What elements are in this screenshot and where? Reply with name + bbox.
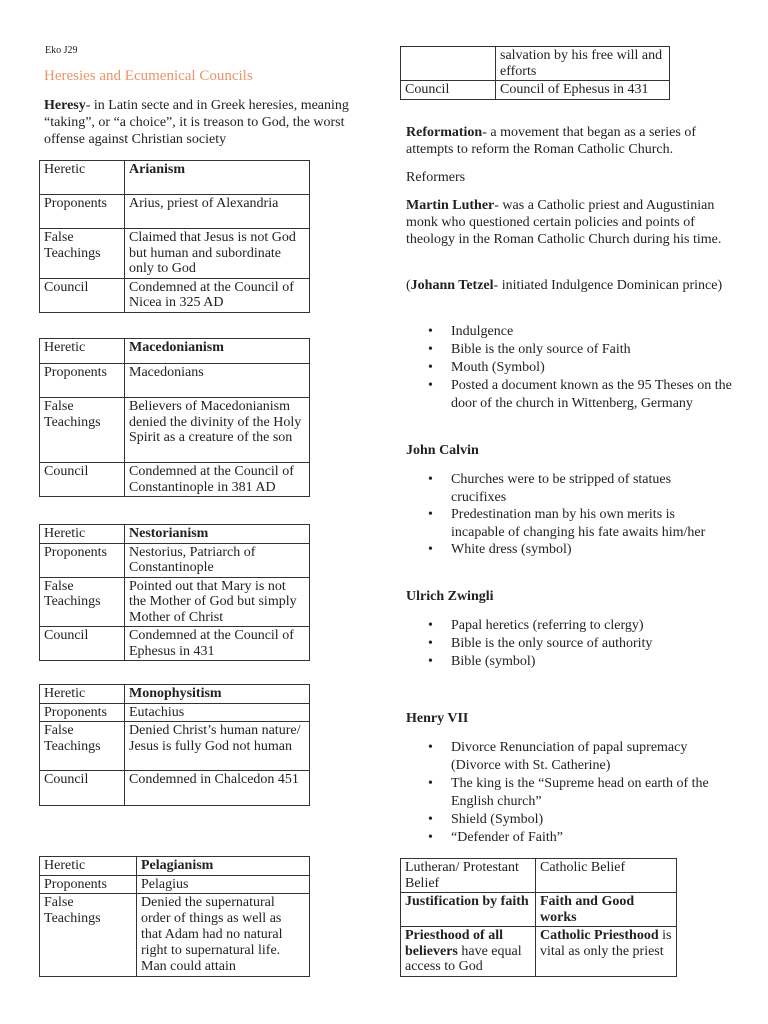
zwingli-heading: Ulrich Zwingli <box>406 589 494 604</box>
proponents-label: Proponents <box>40 364 125 398</box>
proponents-value: Arius, priest of Alexandria <box>125 195 310 229</box>
heresy-table-nestorianism <box>39 524 310 661</box>
list-item: • Indulgence <box>406 323 736 341</box>
teachings-value: Pointed out that Mary is not the Mother of God but simply Mother of Christ <box>125 577 310 627</box>
tetzel-text: - initiated Indulgence Dominican prince) <box>493 278 723 293</box>
proponents-label: Proponents <box>40 543 125 577</box>
luther-definition <box>406 197 728 248</box>
heresy-name: Arianism <box>125 161 310 195</box>
council-label: Council <box>40 463 125 497</box>
list-item: • Papal heretics (referring to clergy) <box>406 617 726 635</box>
header-code: Eko J29 <box>45 45 78 56</box>
tetzel-note <box>406 277 731 294</box>
page-title: Heresies and Ecumenical Councils <box>44 68 253 84</box>
continued-teachings: salvation by his free will and efforts <box>496 47 670 81</box>
heretic-label: Heretic <box>40 161 125 195</box>
luther-bullets <box>406 323 736 413</box>
henry-bullets <box>406 739 731 847</box>
list-item: • Posted a document known as the 95 Theses on the door of the church in Wittenberg, Germany <box>406 377 736 413</box>
proponents-label: Proponents <box>40 195 125 229</box>
proponents-label: Proponents <box>40 703 125 722</box>
continued-empty-cell <box>401 47 496 81</box>
council-label: Council <box>40 771 125 806</box>
teachings-label: False Teachings <box>40 894 137 977</box>
teachings-label: False Teachings <box>40 398 125 463</box>
council-value: Condemned at the Council of Constantinople in 381 AD <box>125 463 310 497</box>
proponents-value: Eutachius <box>125 703 310 722</box>
heresy-name: Pelagianism <box>137 857 310 876</box>
council-value: Condemned in Chalcedon 451 <box>125 771 310 806</box>
catholic-priesthood-text: is vital as only the priest <box>540 928 672 959</box>
reformation-term: Reformation <box>406 125 483 140</box>
heresy-table-monophysitism <box>39 684 310 806</box>
list-item: • Divorce Renunciation of papal supremacy (Divorce with St. Catherine) <box>406 739 731 775</box>
tetzel-open-paren: ( <box>406 278 411 293</box>
catholic-justification: Faith and Good works <box>536 893 677 927</box>
tetzel-name: Johann Tetzel <box>410 278 494 293</box>
protestant-priesthood <box>401 927 536 977</box>
council-value: Condemned at the Council of Nicea in 325 AD <box>125 278 310 312</box>
henry-heading: Henry VII <box>406 711 469 726</box>
calvin-bullets <box>406 471 711 559</box>
heretic-label: Heretic <box>40 525 125 544</box>
luther-name: Martin Luther <box>406 198 495 213</box>
catholic-priesthood <box>536 927 677 977</box>
list-item: • The king is the “Supreme head on earth of the English church” <box>406 775 731 811</box>
council-label: Council <box>401 81 496 100</box>
list-item: • Bible (symbol) <box>406 653 726 671</box>
teachings-value: Denied the supernatural order of things as well as that Adam had no natural right to supernatural life. Man could attain <box>137 894 310 977</box>
list-item: • Mouth (Symbol) <box>406 359 736 377</box>
calvin-heading: John Calvin <box>406 443 479 458</box>
heresy-name: Macedonianism <box>125 339 310 364</box>
protestant-priesthood-term: Priesthood of all believers <box>405 928 503 959</box>
heresy-definition <box>44 97 369 148</box>
list-item: • Shield (Symbol) <box>406 811 731 829</box>
heretic-label: Heretic <box>40 685 125 704</box>
teachings-label: False Teachings <box>40 577 125 627</box>
reformation-text: - a movement that began as a series of attempts to reform the Roman Catholic Church. <box>406 125 697 157</box>
luther-text: - was a Catholic priest and Augustinian monk who questioned certain policies and points of theology in the Roman Catholic Church during his time. <box>406 198 722 247</box>
council-value: Council of Ephesus in 431 <box>496 81 670 100</box>
list-item: • “Defender of Faith” <box>406 829 731 847</box>
belief-comparison-table <box>400 858 677 977</box>
protestant-priesthood-text: have equal access to God <box>405 943 522 974</box>
continued-table <box>400 46 670 100</box>
council-label: Council <box>40 627 125 661</box>
protestant-justification: Justification by faith <box>401 893 536 927</box>
teachings-value: Believers of Macedonianism denied the divinity of the Holy Spirit as a creature of the son <box>125 398 310 463</box>
teachings-label: False Teachings <box>40 722 125 771</box>
heresy-term: Heresy <box>44 98 86 113</box>
council-label: Council <box>40 278 125 312</box>
list-item: • Bible is the only source of Faith <box>406 341 736 359</box>
heresy-table-arianism <box>39 160 310 313</box>
list-item: • Bible is the only source of authority <box>406 635 726 653</box>
teachings-value: Claimed that Jesus is not God but human and subordinate only to God <box>125 229 310 279</box>
proponents-label: Proponents <box>40 875 137 894</box>
heretic-label: Heretic <box>40 339 125 364</box>
catholic-priesthood-term: Catholic Priesthood <box>540 928 659 943</box>
zwingli-bullets <box>406 617 726 671</box>
heretic-label: Heretic <box>40 857 137 876</box>
teachings-value: Denied Christ’s human nature/ Jesus is fully God not human <box>125 722 310 771</box>
heresy-text: - in Latin secte and in Greek heresies, meaning “taking”, or “a choice”, it is treason to God, the worst offense against Christian society <box>44 98 349 147</box>
list-item: • White dress (symbol) <box>406 541 711 559</box>
reformation-definition <box>406 124 726 158</box>
heresy-table-macedonianism <box>39 338 310 497</box>
list-item: • Predestination man by his own merits is incapable of changing his fate awaits him/her <box>406 506 711 541</box>
catholic-header: Catholic Belief <box>536 859 677 893</box>
council-value: Condemned at the Council of Ephesus in 431 <box>125 627 310 661</box>
teachings-label: False Teachings <box>40 229 125 279</box>
reformers-label: Reformers <box>406 170 466 185</box>
proponents-value: Pelagius <box>137 875 310 894</box>
heresy-name: Monophysitism <box>125 685 310 704</box>
proponents-value: Nestorius, Patriarch of Constantinople <box>125 543 310 577</box>
heresy-table-pelagianism <box>39 856 310 977</box>
protestant-header: Lutheran/ Protestant Belief <box>401 859 536 893</box>
heresy-name: Nestorianism <box>125 525 310 544</box>
list-item: • Churches were to be stripped of statues crucifixes <box>406 471 711 506</box>
proponents-value: Macedonians <box>125 364 310 398</box>
